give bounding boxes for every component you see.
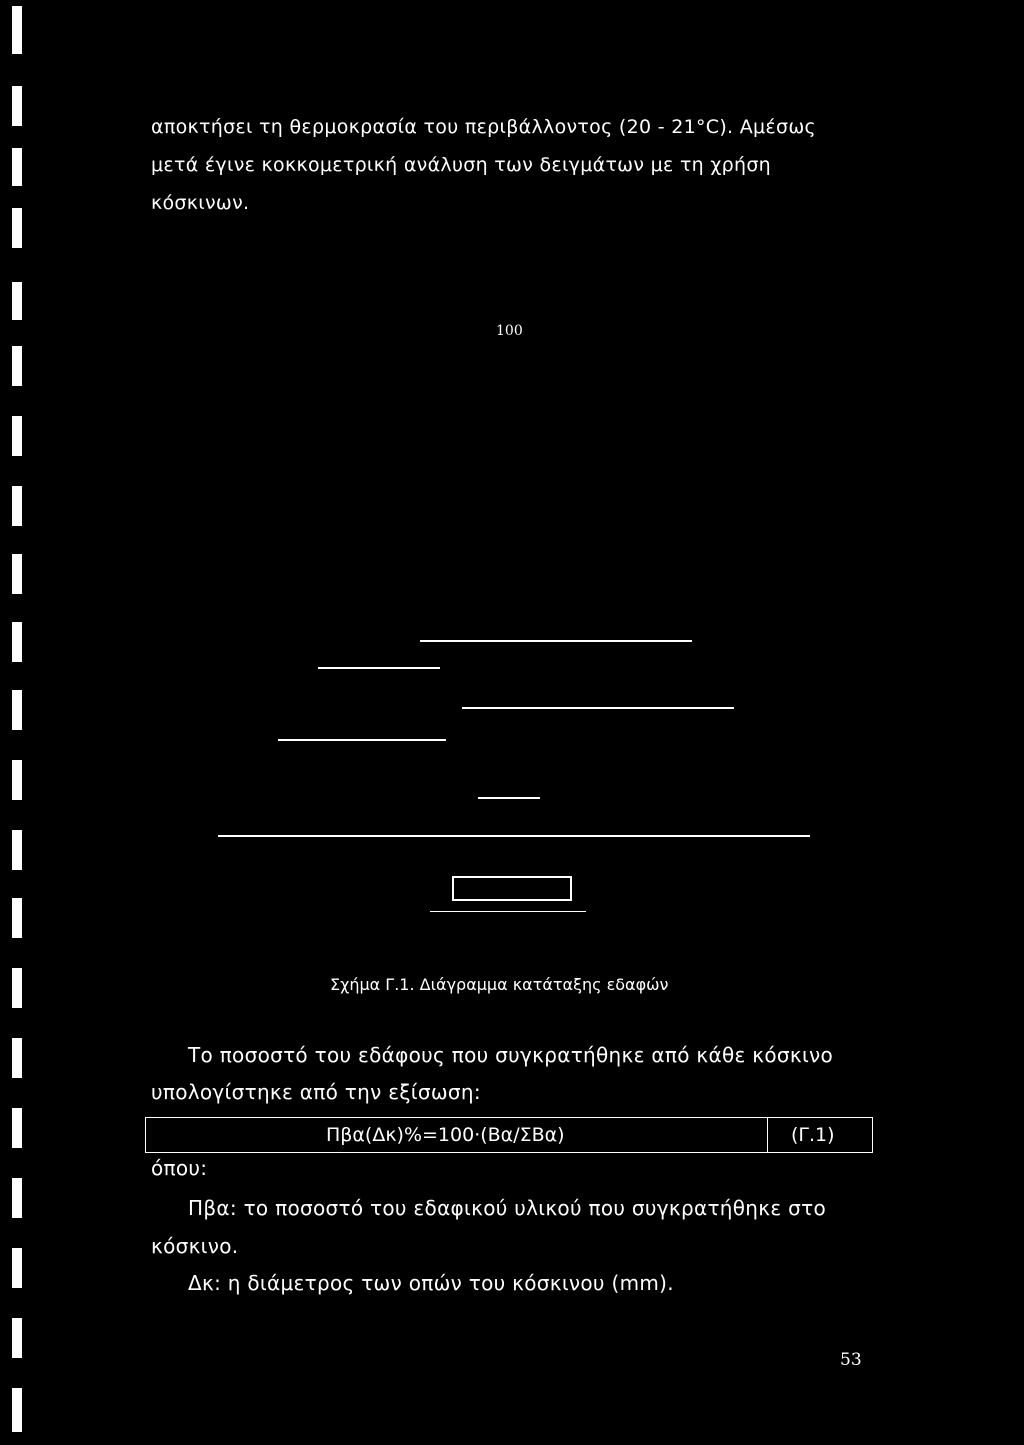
figure-line	[218, 835, 810, 837]
figure-box	[452, 876, 572, 901]
paragraph-top-line-1: αποκτήσει τη θερμοκρασία του περιβάλλοντος (20 - 21°C). Αμέσως	[151, 116, 816, 138]
paragraph-mid-line-1: Το ποσοστό του εδάφους που συγκρατήθηκε από κάθε κόσκινο	[188, 1043, 834, 1067]
where-label: όπου:	[151, 1156, 208, 1180]
figure-line	[278, 739, 446, 741]
binding-mark	[12, 86, 22, 126]
figure-line	[430, 911, 586, 912]
binding-mark	[12, 1318, 22, 1358]
binding-mark	[12, 898, 22, 938]
definition-1-line-1: Πβα: το ποσοστό του εδαφικού υλικού που συγκρατήθηκε στο	[188, 1196, 826, 1220]
paragraph-top-line-2: μετά έγινε κοκκομετρική ανάλυση των δειγμάτων με τη χρήση	[151, 154, 772, 176]
binding-mark	[12, 622, 22, 662]
paragraph-mid-line-2: υπολογίστηκε από την εξίσωση:	[151, 1080, 481, 1104]
definition-2: Δκ: η διάμετρος των οπών του κόσκινου (mm).	[188, 1271, 674, 1295]
figure-line	[462, 707, 734, 709]
binding-mark	[12, 486, 22, 526]
definition-1-line-2: κόσκινο.	[151, 1234, 239, 1258]
equation-box	[145, 1117, 873, 1153]
binding-mark	[12, 148, 22, 186]
figure-axis-label: 100	[496, 323, 523, 339]
binding-mark	[12, 208, 22, 248]
binding-mark	[12, 346, 22, 386]
binding-mark	[12, 760, 22, 800]
binding-mark	[12, 1388, 22, 1432]
binding-mark	[12, 1178, 22, 1218]
binding-mark	[12, 968, 22, 1008]
paragraph-top-line-3: κόσκινων.	[151, 192, 250, 214]
binding-mark	[12, 1038, 22, 1078]
binding-mark	[12, 416, 22, 456]
binding-mark	[12, 830, 22, 870]
figure-caption: Σχήμα Γ.1. Διάγραμμα κατάταξης εδαφών	[330, 975, 669, 994]
figure-line	[478, 797, 540, 799]
equation-formula: Πβα(Δκ)%=100·(Βα/ΣΒα)	[326, 1124, 565, 1146]
page-number: 53	[840, 1350, 862, 1370]
binding-mark	[12, 282, 22, 320]
binding-mark	[12, 554, 22, 594]
binding-mark	[12, 1108, 22, 1148]
figure-line	[420, 640, 692, 642]
equation-number: (Γ.1)	[791, 1124, 835, 1146]
binding-mark	[12, 6, 22, 54]
binding-mark	[12, 1248, 22, 1288]
equation-divider	[767, 1118, 768, 1152]
figure-line	[318, 667, 440, 669]
binding-mark	[12, 690, 22, 730]
